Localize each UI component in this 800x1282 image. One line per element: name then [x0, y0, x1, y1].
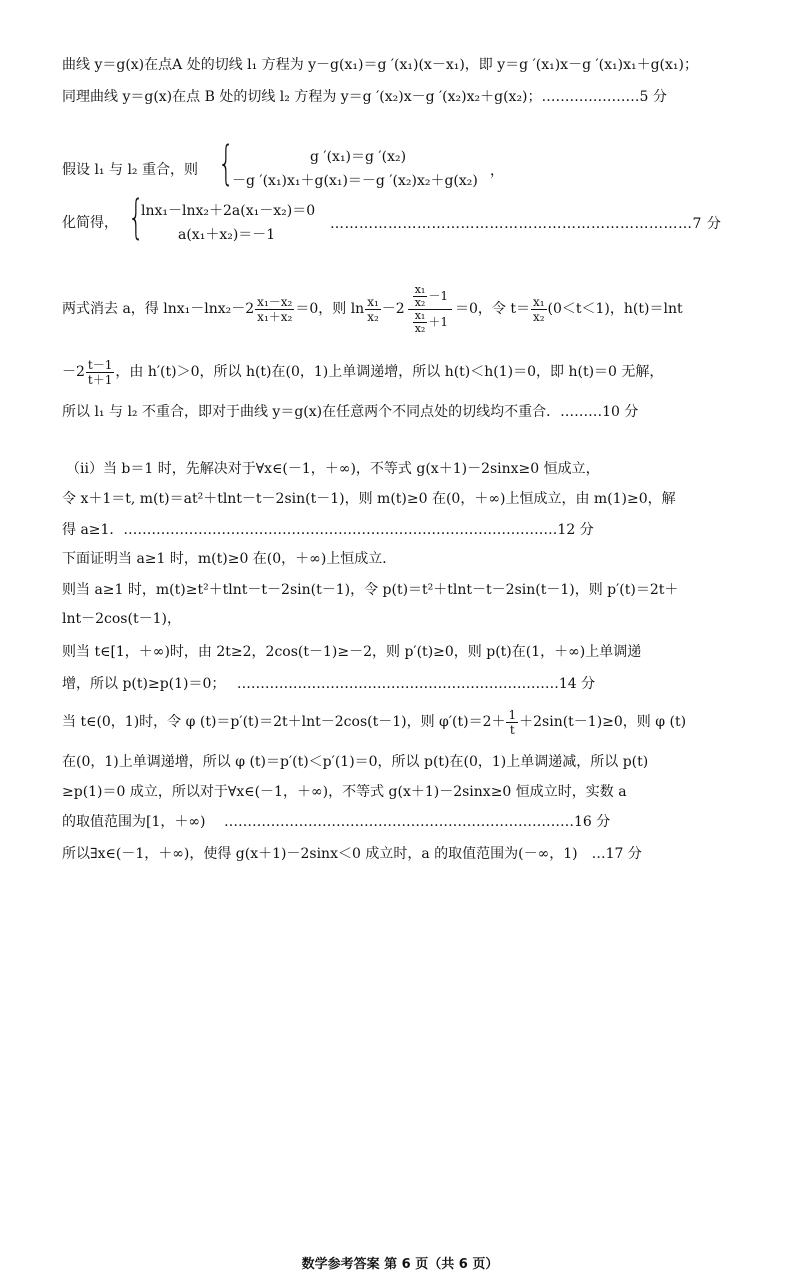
page-footer: 数学参考答案 第 6 页（共 6 页） [301, 1257, 499, 1272]
elim-text-e: (0＜t＜1)，h(t)＝lnt [547, 301, 683, 317]
system2-brace: { [128, 190, 145, 244]
system1-eq2: －g ′(x₁)x₁＋g(x₁)＝－g ′(x₂)x₂＋g(x₂) [232, 173, 478, 189]
system2-eq1: lnx₁－lnx₂＋2a(x₁－x₂)＝0 [141, 203, 316, 219]
compound-den-x1: x₁ [414, 308, 426, 322]
score-7: …………………………………………………………………7 分 [330, 216, 722, 232]
system1-tail: ， [490, 163, 504, 179]
frac3-num: x₁ [532, 294, 545, 309]
compound-den-x2: x₂ [414, 321, 426, 335]
simplify-lead: 化简得， [62, 215, 118, 231]
line-range-a: 的取值范围为[1，＋∞) …………………………………………………………………16 分 [62, 814, 611, 830]
frac2-den: x₂ [367, 309, 379, 324]
phi-text-b: ＋2sin(t－1)≥0，则 φ (t) [519, 714, 687, 730]
line-conclusion: 所以∃x∈(－1，＋∞)，使得 g(x＋1)－2sinx＜0 成立时，a 的取值范围为(－∞，1) …17 分 [62, 846, 642, 862]
system1-brace: { [218, 136, 235, 190]
elim-text-a: 两式消去 a，得 lnx₁－lnx₂－2 [62, 301, 255, 317]
frac3-den: x₂ [532, 309, 545, 324]
fraction-one-over-t [506, 708, 518, 737]
line-p-deriv: lnt－2cos(t－1)， [62, 611, 181, 627]
line-tangent-l2: 同理曲线 y＝g(x)在点 B 处的切线 l₂ 方程为 y＝g ′(x₂)x－g ′(x₂)x₂＋g(x₂)；…………………5 分 [62, 89, 667, 105]
system1-eq1: g ′(x₁)＝g ′(x₂) [310, 149, 407, 165]
line-p-ge-0: ≥p(1)＝0 成立，所以对于∀x∈(－1，＋∞)，不等式 g(x＋1)－2sinx≥0 恒成立时，实数 a [62, 784, 627, 800]
phi-text-a: 当 t∈(0，1)时，令 φ (t)＝p′(t)＝2t＋lnt－2cos(t－1)，则 φ′(t)＝2＋ [62, 714, 506, 730]
h-text-b: ，由 h′(t)＞0，所以 h(t)在(0，1)上单调递增，所以 h(t)＜h(1)＝0，即 h(t)＝0 无解， [115, 364, 664, 380]
compound-den [408, 310, 452, 335]
line-prove: 下面证明当 a≥1 时，m(t)≥0 在(0，＋∞)上恒成立． [62, 551, 397, 567]
fraction-t-minus-over-plus [86, 358, 114, 387]
line-h-increasing [62, 354, 762, 390]
fraction-t-def [531, 295, 547, 324]
h-text-a: －2 [62, 364, 85, 380]
elim-text-c: －2 [381, 301, 405, 317]
frac2-num: x₁ [367, 294, 379, 309]
frac4-den: t＋1 [87, 372, 113, 387]
compound-num [408, 284, 452, 310]
assume-lead: 假设 l₁ 与 l₂ 重合，则 [62, 162, 198, 178]
frac5-num: 1 [508, 707, 517, 722]
compound-fraction [408, 284, 452, 335]
line-a-ge-1: 得 a≥1．…………………………………………………………………………………12 分 [62, 522, 594, 538]
line-p-increasing: 增，所以 p(t)≥p(1)＝0； ……………………………………………………………14 分 [62, 676, 596, 692]
compound-num-x2: x₂ [414, 295, 426, 309]
compound-num-inner [413, 284, 428, 309]
line-not-coincide: 所以 l₁ 与 l₂ 不重合，即对于曲线 y＝g(x)在任意两个不同点处的切线均不重合．………10 分 [62, 404, 639, 420]
frac1-den: x₁＋x₂ [257, 309, 293, 324]
elim-text-d: ＝0，令 t＝ [454, 301, 530, 317]
fraction-diff-over-sum [255, 295, 294, 324]
line-phi-increasing: 在(0，1)上单调递增，所以 φ (t)＝p′(t)＜p′(1)＝0，所以 p(t)在(0，1)上单调递减，所以 p(t) [62, 754, 649, 770]
frac5-den: t [509, 722, 515, 737]
compound-den-plus1: ＋1 [428, 314, 448, 329]
fraction-x1-over-x2 [365, 295, 381, 324]
frac1-num: x₁－x₂ [257, 294, 293, 309]
compound-den-inner [413, 310, 428, 335]
line-p-def: 则当 a≥1 时，m(t)≥t²＋tlnt－t－2sin(t－1)，令 p(t)＝t²＋tlnt－t－2sin(t－1)，则 p′(t)＝2t＋ [62, 582, 679, 598]
line-tangent-l1: 曲线 y＝g(x)在点A 处的切线 l₁ 方程为 y－g(x₁)＝g ′(x₁)(x－x₁)，即 y＝g ′(x₁)x－g ′(x₁)x₁＋g(x₁)； [62, 57, 698, 73]
line-phi [62, 704, 762, 740]
compound-num-minus1: －1 [428, 288, 448, 303]
line-let-t: 令 x＋1＝t, m(t)＝at²＋tlnt－t－2sin(t－1)，则 m(t)≥0 在(0，＋∞)上恒成立，由 m(1)≥0，解 [62, 491, 676, 507]
line-part-ii: （ii）当 b＝1 时，先解决对于∀x∈(－1，＋∞)，不等式 g(x＋1)－2sinx≥0 恒成立， [66, 461, 600, 477]
elim-text-b: ＝0，则 ln [295, 301, 365, 317]
frac4-num: t－1 [87, 357, 113, 372]
line-eliminate-a [62, 281, 762, 337]
compound-num-x1: x₁ [414, 282, 426, 296]
line-t-ge-1: 则当 t∈[1，＋∞)时，由 2t≥2，2cos(t－1)≥－2，则 p′(t)≥0，则 p(t)在(1，＋∞)上单调递 [62, 644, 642, 660]
system2-eq2: a(x₁＋x₂)＝－1 [178, 227, 276, 243]
